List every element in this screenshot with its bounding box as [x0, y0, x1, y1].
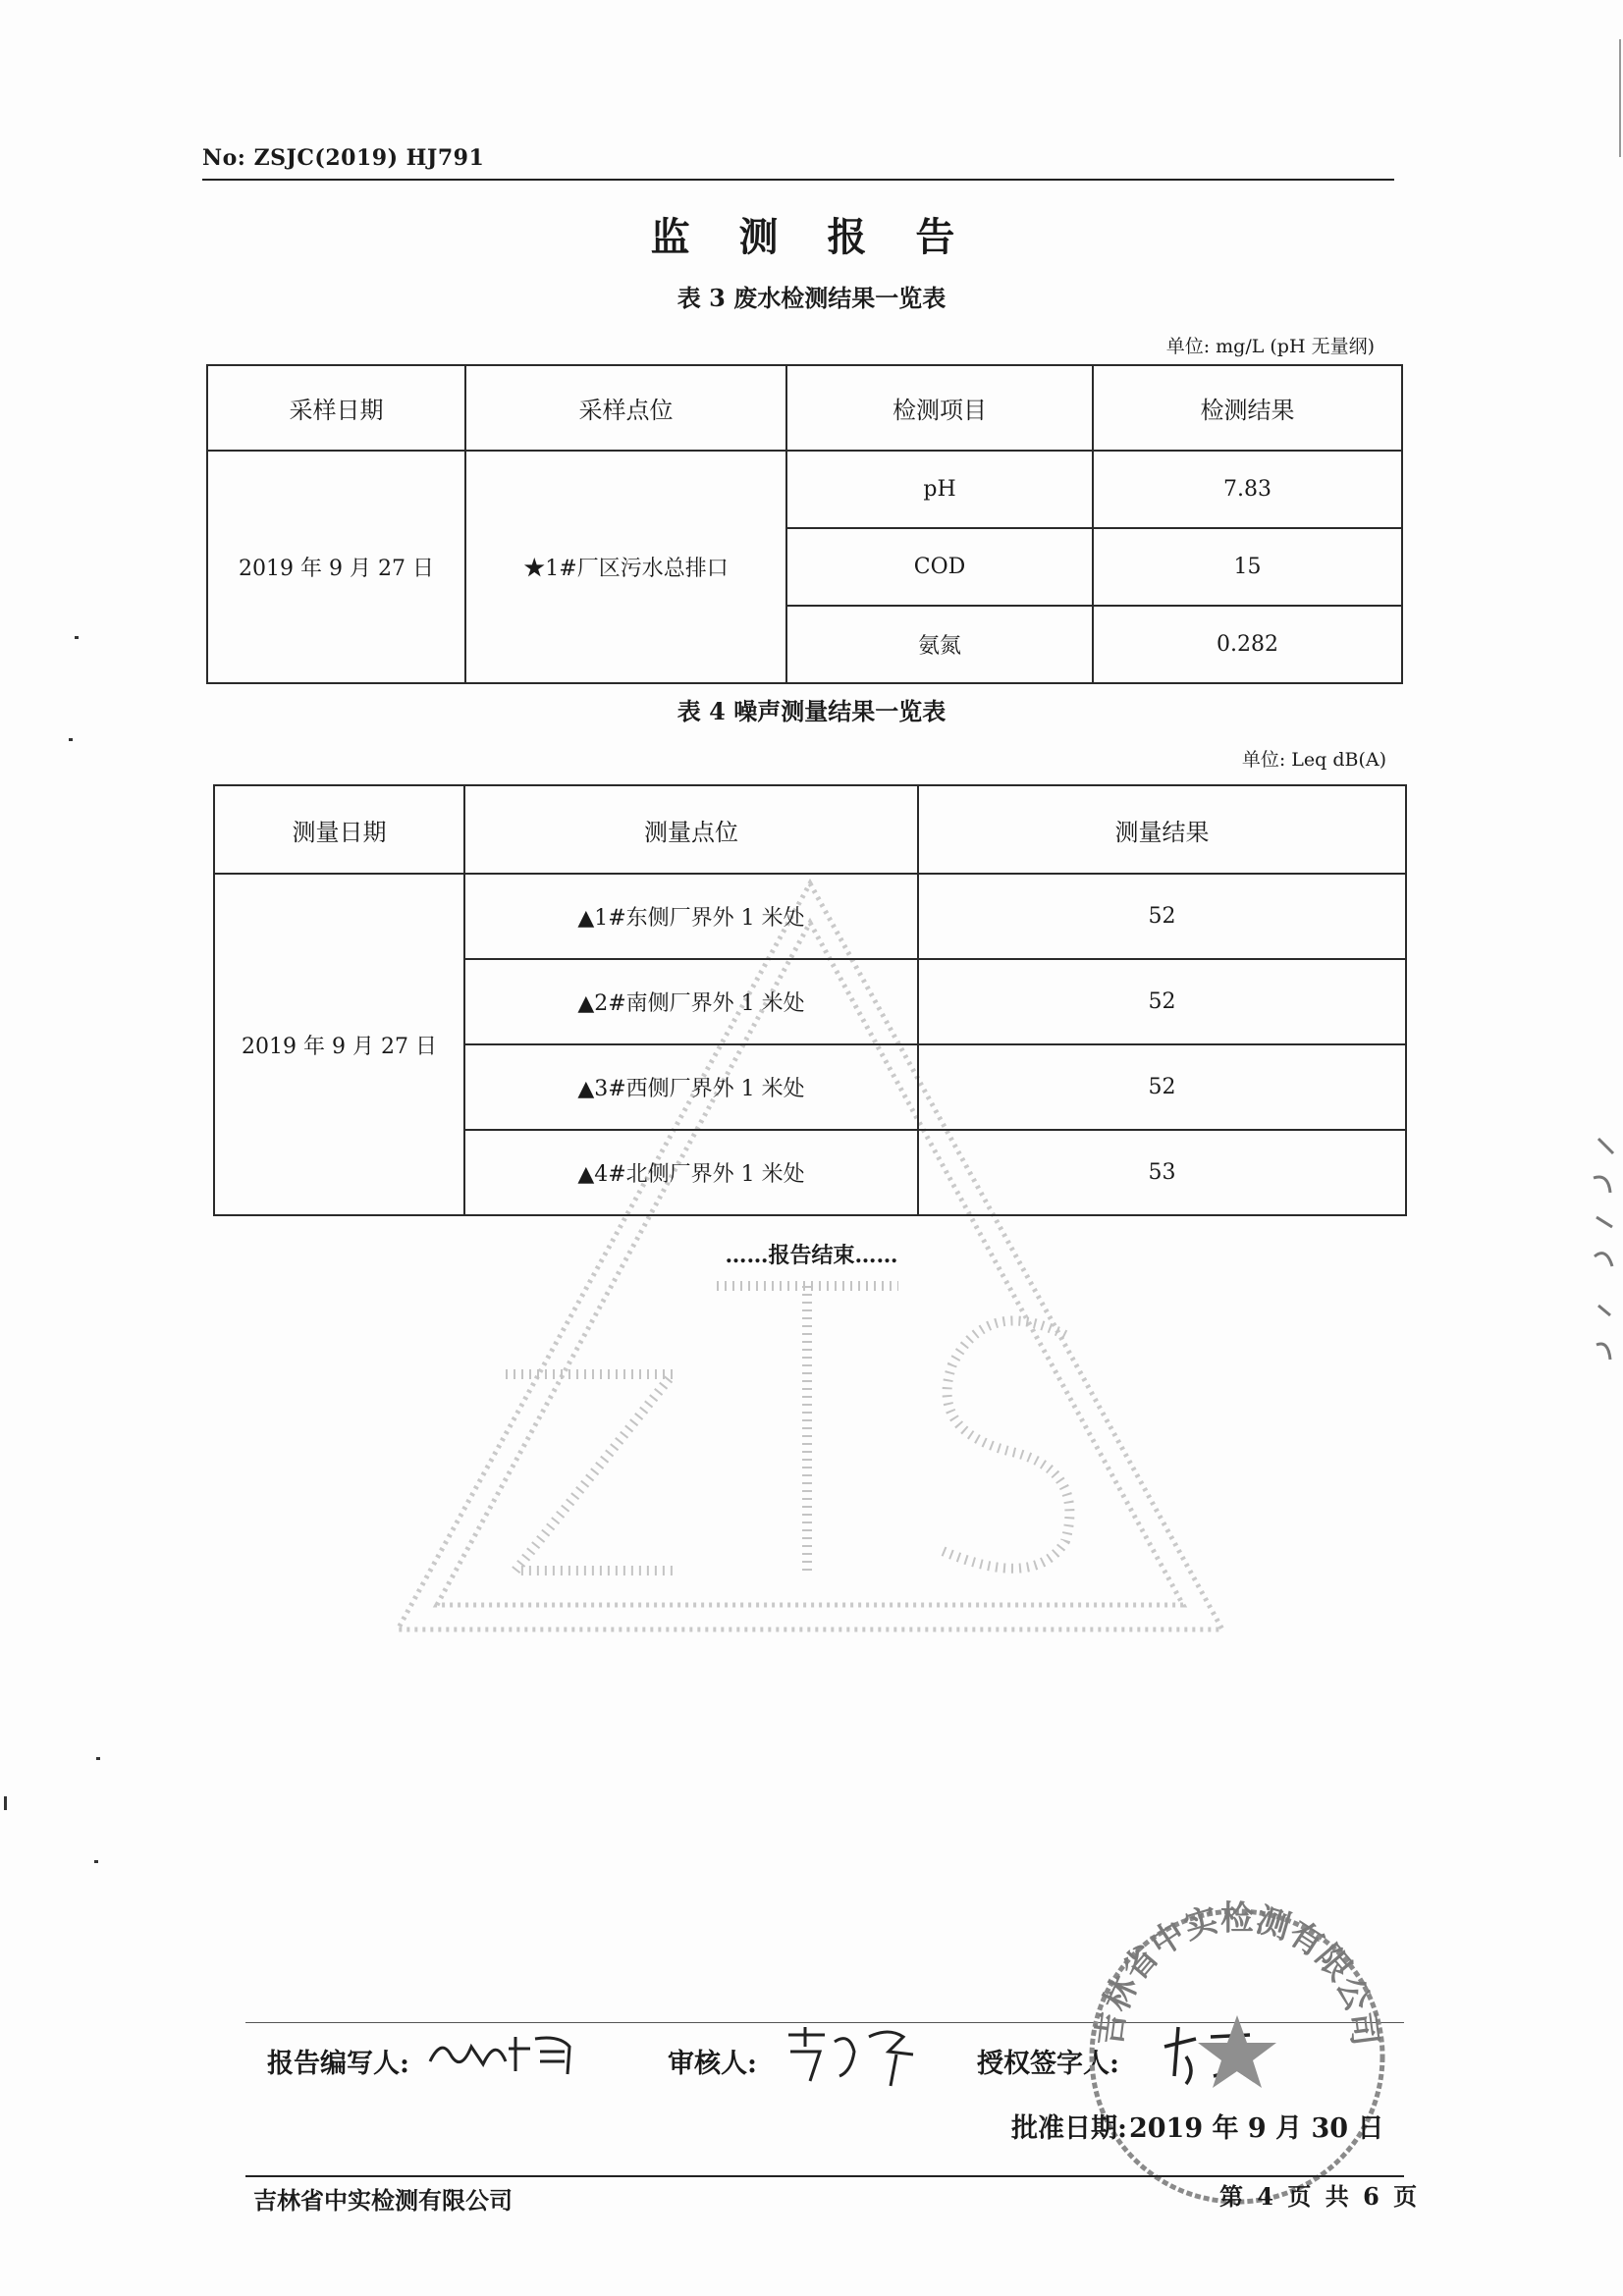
column-header: 检测项目: [786, 365, 1093, 451]
compiler-label: 报告编写人:: [267, 2049, 409, 2079]
wastewater-results-table: [206, 364, 1403, 684]
page-number: 第 4 页 共 6 页: [1219, 2182, 1418, 2211]
table-row: [214, 874, 1406, 959]
item-cell: pH: [786, 451, 1093, 528]
column-header: 测量结果: [918, 785, 1406, 874]
result-cell: 53: [918, 1130, 1406, 1215]
approval-date-label: 批准日期:: [1011, 2113, 1127, 2144]
table-row: [207, 451, 1402, 528]
item-cell: COD: [786, 528, 1093, 606]
company-seal: [1080, 1899, 1394, 2214]
sampling-date-cell: 2019 年 9 月 27 日: [207, 451, 465, 683]
reviewer-label: 审核人:: [668, 2049, 757, 2079]
reviewer-signature: [781, 2017, 928, 2091]
table-header-row: [207, 365, 1402, 451]
header-rule: [202, 179, 1394, 181]
result-cell: 0.282: [1093, 606, 1402, 683]
table3-caption: 表 3 废水检测结果一览表: [676, 284, 947, 312]
result-cell: 15: [1093, 528, 1402, 606]
scan-speck: [94, 1860, 98, 1863]
document-title: 监 测 报 告: [650, 214, 973, 260]
column-header: 测量日期: [214, 785, 464, 874]
sampling-point-cell: ★1#厂区污水总排口: [465, 451, 786, 683]
svg-text:吉林省中实检测有限公司: 吉林省中实检测有限公司: [1090, 1899, 1384, 2049]
table-header-row: [214, 785, 1406, 874]
scan-speck: [4, 1796, 7, 1810]
column-header: 测量点位: [464, 785, 918, 874]
point-cell: ▲1#东侧厂界外 1 米处: [464, 874, 918, 959]
table3-unit: 单位: mg/L (pH 无量纲): [1165, 336, 1375, 357]
result-cell: 52: [918, 874, 1406, 959]
compiler-signature: [422, 2017, 589, 2086]
edge-scan-line: [1619, 39, 1621, 157]
table4-caption: 表 4 噪声测量结果一览表: [676, 697, 947, 725]
signer-label: 授权签字人:: [977, 2049, 1119, 2079]
result-cell: 52: [918, 959, 1406, 1044]
edge-scan-marks: [1589, 1119, 1618, 1374]
point-cell: ▲2#南侧厂界外 1 米处: [464, 959, 918, 1044]
column-header: 采样日期: [207, 365, 465, 451]
approval-date-row: [1011, 2107, 1385, 2145]
point-cell: ▲4#北侧厂界外 1 米处: [464, 1130, 918, 1215]
report-end-marker: ……报告结束……: [725, 1243, 898, 1268]
noise-results-table: [213, 784, 1407, 1216]
column-header: 采样点位: [465, 365, 786, 451]
scan-speck: [96, 1757, 100, 1760]
footer-company: 吉林省中实检测有限公司: [253, 2186, 513, 2215]
result-cell: 52: [918, 1044, 1406, 1130]
report-number: No: ZSJC(2019) HJ791: [202, 145, 485, 171]
result-cell: 7.83: [1093, 451, 1402, 528]
scan-speck: [69, 738, 73, 741]
point-cell: ▲3#西侧厂界外 1 米处: [464, 1044, 918, 1130]
item-cell: 氨氮: [786, 606, 1093, 683]
approval-date-value: 2019 年 9 月 30 日: [1128, 2113, 1384, 2144]
table4-unit: 单位: Leq dB(A): [1241, 749, 1386, 771]
measure-date-cell: 2019 年 9 月 27 日: [214, 874, 464, 1215]
column-header: 检测结果: [1093, 365, 1402, 451]
scan-speck: [75, 636, 79, 639]
